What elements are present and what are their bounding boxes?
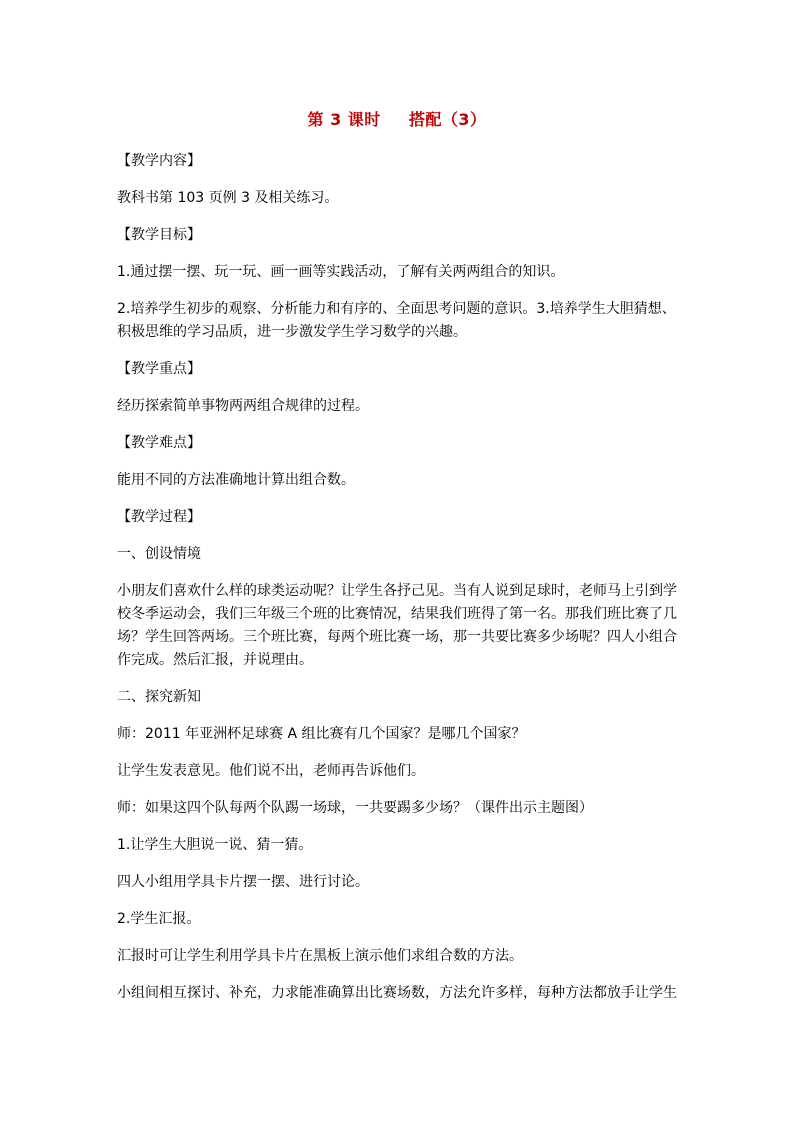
subsection-heading: 二、探究新知: [117, 689, 201, 705]
paragraph: 教科书第 103 页例 3 及相关练习。: [117, 190, 339, 206]
paragraph: 四人小组用学具卡片摆一摆、进行讨论。: [117, 874, 369, 890]
document-body: [117, 150, 682, 1019]
paragraph: 小朋友们喜欢什么样的球类运动呢？让学生各抒己见。当有人说到足球时，老师马上引到学校冬季运动会，我们三年级三个班的比赛情况，结果我们班得了第一名。那我们班比赛了几场？学生回答两场。三个班比赛，每两个班比赛一场，那一共要比赛多少场呢？四人小组合作完成。然后汇报，并说理由。: [117, 583, 677, 668]
subsection-heading: 一、创设情境: [117, 546, 201, 562]
paragraph: 2.培养学生初步的观察、分析能力和有序的、全面思考问题的意识。3.培养学生大胆猜想、积极思维的学习品质，进一步激发学生学习数学的兴趣。: [117, 301, 676, 340]
lesson-number: 第 3 课时: [307, 110, 381, 129]
paragraph: 2.学生汇报。: [117, 911, 201, 927]
section-heading-content: 【教学内容】: [117, 153, 201, 169]
paragraph: 汇报时可让学生利用学具卡片在黑板上演示他们求组合数的方法。: [117, 948, 523, 964]
section-heading-difficulties: 【教学难点】: [117, 435, 201, 451]
paragraph: 1.通过摆一摆、玩一玩、画一画等实践活动，了解有关两两组合的知识。: [117, 264, 565, 280]
paragraph: 小组间相互探讨、补充，力求能准确算出比赛场数，方法允许多样，每种方法都放手让学生: [117, 985, 677, 1001]
paragraph: 能用不同的方法准确地计算出组合数。: [117, 472, 355, 488]
section-heading-key-points: 【教学重点】: [117, 361, 201, 377]
paragraph: 1.让学生大胆说一说、猜一猜。: [117, 837, 313, 853]
paragraph: 让学生发表意见。他们说不出，老师再告诉他们。: [117, 763, 425, 779]
section-heading-process: 【教学过程】: [117, 509, 201, 525]
paragraph: 经历探索简单事物两两组合规律的过程。: [117, 398, 369, 414]
paragraph: 师：2011 年亚洲杯足球赛 A 组比赛有几个国家？是哪几个国家？: [117, 726, 526, 742]
section-heading-goals: 【教学目标】: [117, 227, 201, 243]
paragraph: 师：如果这四个队每两个队踢一场球，一共要踢多少场？（课件出示主题图）: [117, 800, 593, 816]
page-title: [0, 107, 794, 130]
lesson-topic: 搭配（3）: [408, 110, 487, 129]
